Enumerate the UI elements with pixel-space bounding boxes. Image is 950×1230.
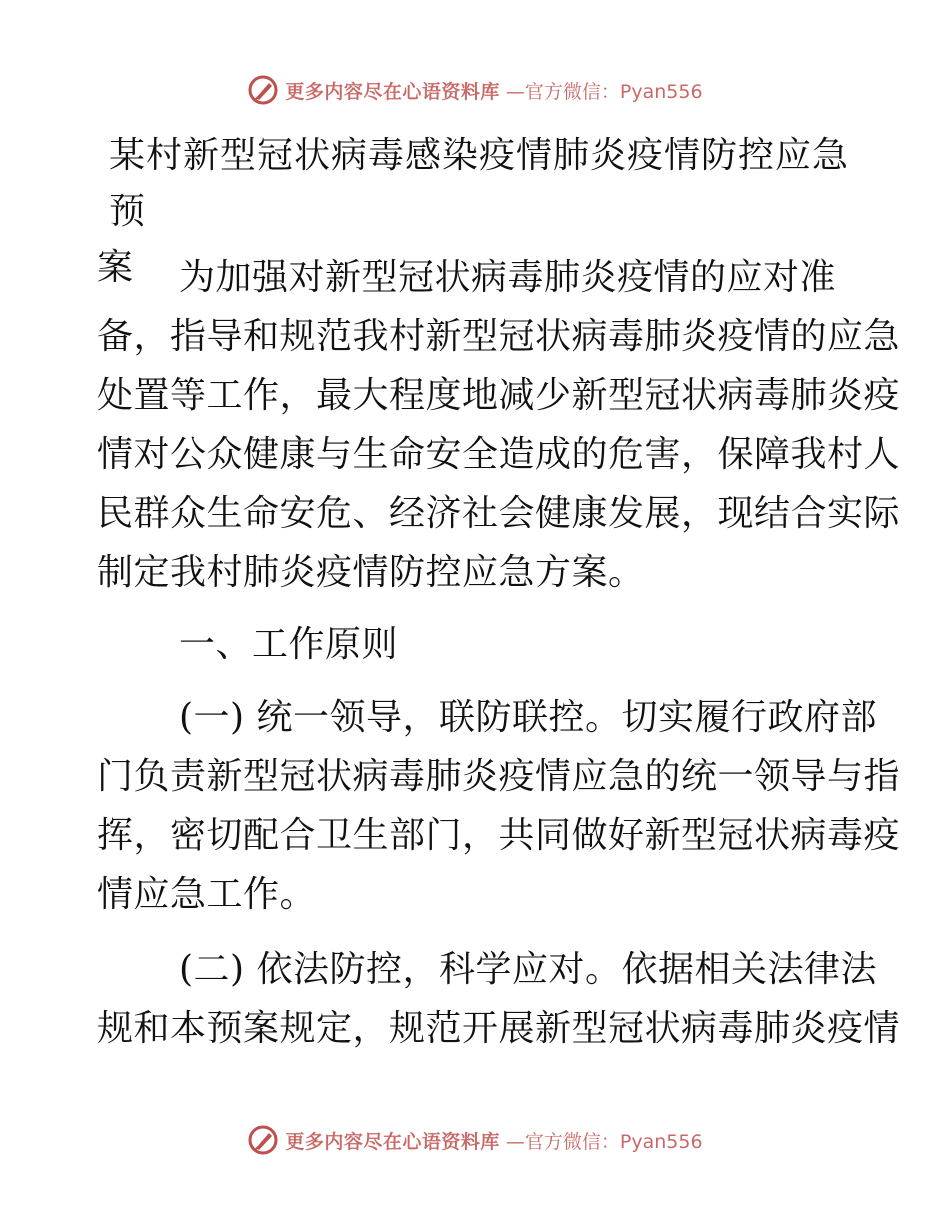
title-line: 案 bbox=[97, 247, 135, 288]
quill-logo-icon bbox=[247, 1124, 279, 1156]
paragraph-line: 门负责新型冠状病毒肺炎疫情应急的统一领导与指 bbox=[97, 756, 901, 797]
principle-one-paragraph bbox=[97, 688, 901, 924]
paragraph-line: 情对公众健康与生命安全造成的危害，保障我村人 bbox=[97, 434, 901, 475]
title-line: 某村新型冠状病毒感染疫情肺炎疫情防控应急预 bbox=[109, 135, 850, 232]
principle-two-paragraph bbox=[97, 940, 901, 1058]
watermark-wechat-text: —官方微信：Pyan556 bbox=[505, 1130, 703, 1153]
paragraph-line: (一) 统一领导，联防联控。切实履行政府部 bbox=[179, 697, 878, 738]
paragraph-line: 制定我村肺炎疫情防控应急方案。 bbox=[97, 552, 645, 593]
paragraph-line: 备，指导和规范我村新型冠状病毒肺炎疫情的应急 bbox=[97, 316, 901, 357]
section-heading bbox=[97, 615, 857, 674]
watermark-banner-bottom bbox=[0, 1120, 950, 1160]
preamble-paragraph bbox=[97, 248, 901, 602]
watermark-site-text: 更多内容尽在心语资料库 bbox=[285, 1130, 500, 1153]
heading-line: 一、工作原则 bbox=[179, 624, 399, 665]
paragraph-line: (二) 依法防控，科学应对。依据相关法律法 bbox=[179, 949, 878, 990]
paragraph-line: 民群众生命安危、经济社会健康发展，现结合实际 bbox=[97, 493, 901, 534]
watermark-banner-top bbox=[0, 70, 950, 110]
watermark-wechat-text: —官方微信：Pyan556 bbox=[505, 80, 703, 103]
paragraph-line: 为加强对新型冠状病毒肺炎疫情的应对准 bbox=[179, 257, 837, 298]
quill-logo-icon bbox=[247, 74, 279, 106]
paragraph-line: 处置等工作，最大程度地减少新型冠状病毒肺炎疫 bbox=[97, 375, 901, 416]
paragraph-line: 规和本预案规定，规范开展新型冠状病毒肺炎疫情 bbox=[97, 1008, 901, 1049]
paragraph-line: 挥，密切配合卫生部门，共同做好新型冠状病毒疫 bbox=[97, 815, 901, 856]
watermark-site-text: 更多内容尽在心语资料库 bbox=[285, 80, 500, 103]
paragraph-line: 情应急工作。 bbox=[97, 874, 317, 915]
